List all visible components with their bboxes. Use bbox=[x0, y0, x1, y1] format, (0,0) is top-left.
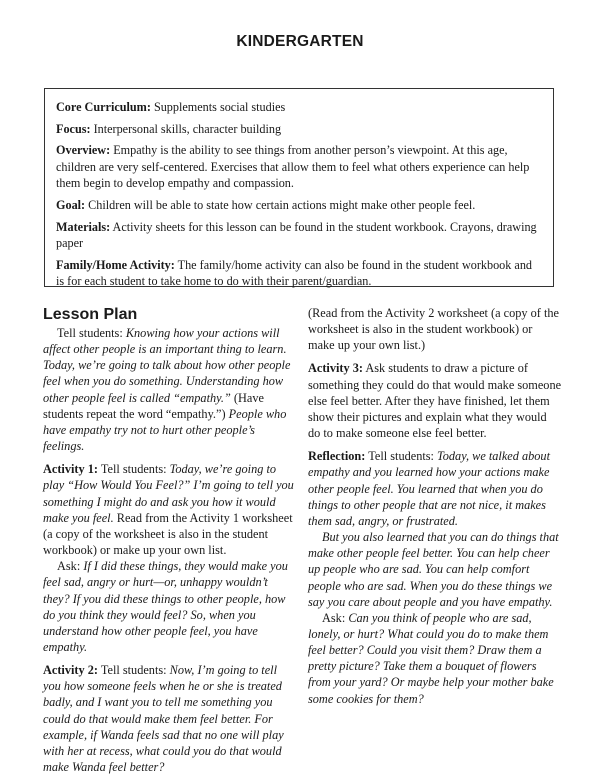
reflection-ask-italic: Can you think of people who are sad, lonely, or hurt? What could you do to make them feel better? Could you visit them? Draw them a pretty picture? Take them a bouquet of flowers from your yard? Or maybe help your mother bake some cookies for them? bbox=[308, 610, 554, 706]
activity-2-continued: (Read from the Activity 2 worksheet (a copy of the worksheet is also in the student workbook) or make up your own list.) bbox=[308, 306, 559, 353]
family-activity-row bbox=[56, 257, 543, 290]
reflection-continued bbox=[308, 529, 562, 610]
activity-1-ask-lead: Ask: bbox=[57, 559, 84, 574]
family-activity-text: The family/home activity can also be found in the student workbook and is for each student to take home to do with their parent/guardian. bbox=[56, 257, 533, 289]
core-curriculum-label: Core Curriculum: bbox=[56, 100, 151, 114]
page-title: KINDERGARTEN bbox=[236, 33, 364, 50]
activity-1-ask bbox=[43, 558, 295, 655]
lesson-intro bbox=[43, 325, 295, 454]
activity-2-italic: Now, I’m going to tell you how someone feels when he or she is treated badly, and I want you to tell me something you could do that would make them feel better. For example, if Wanda feels sad that no one will play with her at recess, what could you do that would make Wanda feel better? bbox=[43, 663, 284, 775]
goal-text: Children will be able to state how certain actions might make other people feel. bbox=[88, 197, 476, 212]
focus-label: Focus: bbox=[56, 121, 91, 136]
materials-text: Activity sheets for this lesson can be found in the student workbook. Crayons, drawing paper bbox=[56, 219, 537, 251]
core-curriculum-text: Supplements social studies bbox=[153, 100, 286, 114]
activity-3 bbox=[308, 360, 562, 441]
goal-label: Goal: bbox=[56, 197, 86, 212]
reflection-lead: Tell students: bbox=[365, 449, 438, 464]
reflection-label: Reflection: bbox=[308, 449, 366, 464]
overview-row bbox=[56, 142, 543, 192]
activity-1-italic: Today, we’re going to play “How Would You Feel?” I’m going to tell you something I might do and ask you how it would make you feel. bbox=[43, 462, 294, 525]
intro-italic-2: People who have empathy try not to hurt other people’s feelings. bbox=[43, 406, 287, 454]
reflection bbox=[308, 448, 562, 529]
intro-plain: (Have students repeat the word “empathy.”) bbox=[43, 390, 264, 421]
reflection-italic-1: Today, we talked about empathy and you learned how your actions make other people feel. You learned that when you do things to other people that are not nice, it makes them sad, angry, or frustrated. bbox=[308, 449, 550, 528]
focus-text: Interpersonal skills, character building bbox=[93, 121, 282, 136]
overview-label: Overview: bbox=[56, 143, 111, 158]
focus-row bbox=[56, 121, 543, 138]
lesson-column-left bbox=[43, 305, 295, 782]
reflection-ask bbox=[308, 610, 562, 707]
reflection-ask-lead: Ask: bbox=[322, 610, 349, 625]
activity-1 bbox=[43, 461, 295, 558]
intro-lead: Tell students: bbox=[57, 326, 126, 340]
activity-1-label: Activity 1: bbox=[43, 462, 98, 477]
activity-2-label: Activity 2: bbox=[43, 663, 98, 678]
activity-1-ask-italic: If I did these things, they would make you feel sad, angry or hurt—or, unhappy wouldn’t they? If you did these things to other people, how do you think they would feel? So, when you understand how other people feel, you have empathy. bbox=[43, 559, 288, 654]
lesson-plan-heading: Lesson Plan bbox=[43, 306, 138, 323]
activity-3-label: Activity 3: bbox=[308, 361, 363, 376]
activity-1-plain: Read from the Activity 1 worksheet (a copy of the worksheet is also in the student workbook) or make up your own list. bbox=[43, 510, 293, 558]
materials-row bbox=[56, 219, 543, 252]
family-activity-label: Family/Home Activity: bbox=[56, 257, 175, 272]
reflection-italic-2: But you also learned that you can do things that make other people feel better. You can help cheer up people who are sad. You can help comfort people who are sad. When you do these things we say you care about people and you have empathy. bbox=[308, 530, 559, 609]
activity-2 bbox=[43, 662, 295, 775]
intro-italic-1: Knowing how your actions will affect other people is an important thing to learn. Today, we’re going to talk about how other people feel when you do something. Understanding how other people feel is called “empathy.” bbox=[43, 326, 291, 405]
materials-label: Materials: bbox=[56, 219, 111, 234]
lesson-column-right bbox=[308, 305, 562, 714]
activity-1-lead: Tell students: bbox=[97, 462, 170, 477]
core-curriculum-row bbox=[56, 99, 543, 116]
overview-text: Empathy is the ability to see things from another person’s viewpoint. At this age, children are very self-centered. Exercises that allow them to feel what others experience can help them begin to develop empathy and compassion. bbox=[56, 143, 530, 191]
activity-2-lead: Tell students: bbox=[97, 663, 170, 678]
activity-3-text: Ask students to draw a picture of something they could do that would make someone else feel better. After they have finished, let them show their pictures and explain what they would do to make someone else feel better. bbox=[308, 361, 562, 441]
goal-row bbox=[56, 197, 543, 214]
lesson-summary-box bbox=[44, 88, 554, 287]
